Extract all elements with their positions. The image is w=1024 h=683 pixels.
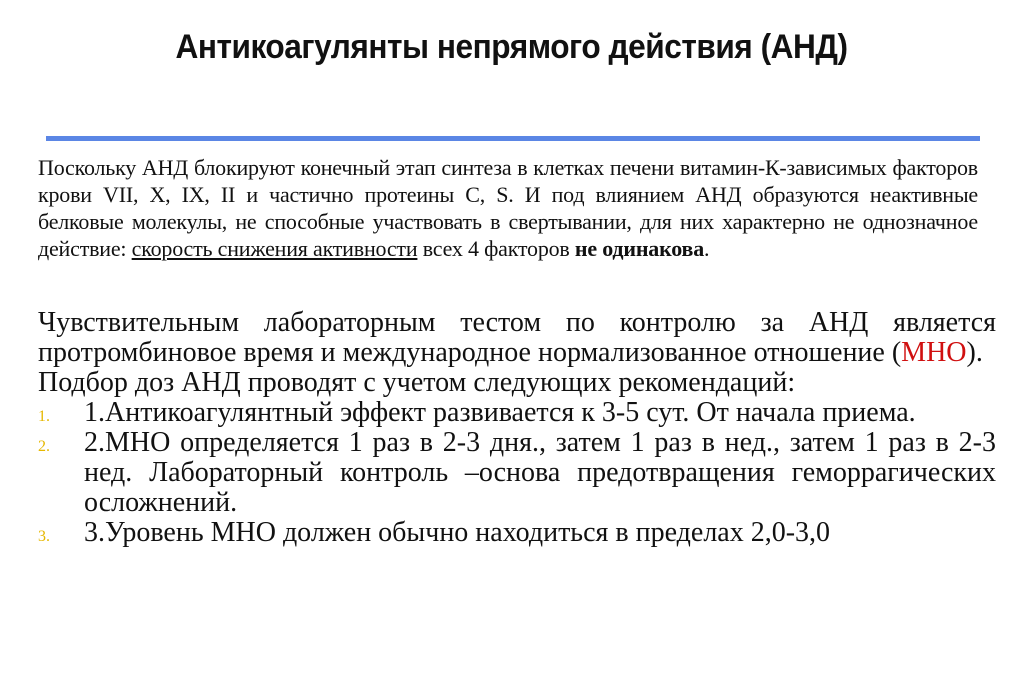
main-content [38,308,996,548]
list-item-text: 2.МНО определяется 1 раз в 2-3 дня., затем 1 раз в нед., затем 1 раз в 2-3 нед. Лабораторный контроль –основа предотвращения геморрагических осложнений. [84,427,996,518]
list-item-text: 3.Уровень МНО должен обычно находиться в пределах 2,0-3,0 [84,517,831,548]
slide-title: Антикоагулянты непрямого действия (АНД) [175,28,848,66]
inr-highlight: МНО [901,337,967,368]
list-item [38,428,996,518]
test-text-a: Чувствительным лабораторным тестом по контролю за АНД является протромбиновое время и международное нормализованное отношение ( [38,307,996,368]
list-item [38,518,996,548]
test-text-b: ). [966,337,983,368]
intro-text-c: . [704,236,710,261]
list-marker: 2. [38,438,50,455]
recommendations-lead: Подбор доз АНД проводят с учетом следующих рекомендаций: [38,367,796,398]
intro-text-a: Поскольку АНД блокируют конечный этап синтеза в клетках печени витамин-К-зависимых факторов крови VII, X, IX, II и частично протеины С, S. И под влиянием АНД образуются неактивные белковые молекулы, не способные участвовать в свертывании, для них характерно не однозначное действие: [38,155,978,261]
list-marker: 3. [38,528,50,545]
list-marker: 1. [38,408,50,425]
intro-paragraph [38,154,978,262]
intro-bold-text: не одинакова [574,236,705,261]
intro-underlined-text: скорость снижения активности [131,236,418,261]
test-paragraph [38,308,996,368]
list-item-text: 1.Антикоагулянтный эффект развивается к 3-5 сут. От начала приема. [84,397,916,428]
title-divider [46,136,980,141]
intro-text-b: всех 4 факторов [417,236,575,261]
list-item [38,398,996,428]
